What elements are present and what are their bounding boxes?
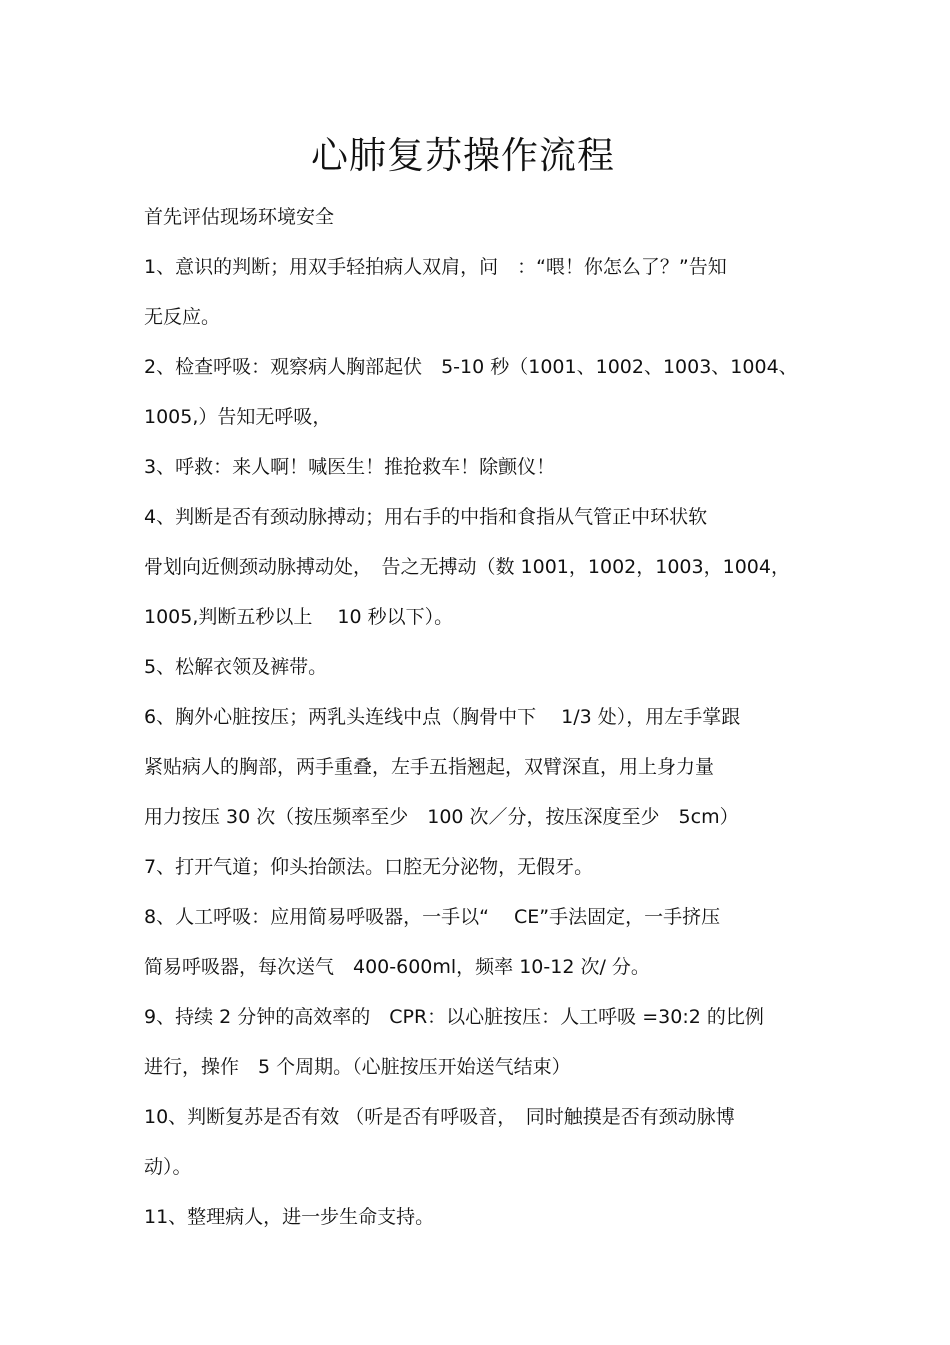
text-line: 1、意识的判断；用双手轻拍病人双肩，问 ：“喂！你怎么了？”告知 <box>144 256 727 278</box>
text-line: 7、打开气道；仰头抬颌法。口腔无分泌物，无假牙。 <box>144 856 594 878</box>
text-line: 4、判断是否有颈动脉搏动；用右手的中指和食指从气管正中环状软 <box>144 506 708 528</box>
document-body <box>144 192 844 1242</box>
text-line: 动）。 <box>144 1156 192 1178</box>
text-line: 简易呼吸器，每次送气 400-600ml，频率 10-12 次/ 分。 <box>144 956 650 978</box>
text-line: 无反应。 <box>144 306 221 328</box>
text-line: 6、胸外心脏按压；两乳头连线中点（胸骨中下 1/3 处），用左手掌跟 <box>144 706 741 728</box>
text-line: 首先评估现场环境安全 <box>144 206 335 228</box>
text-line: 1005,）告知无呼吸， <box>144 406 332 428</box>
text-line: 紧贴病人的胸部，两手重叠，左手五指翘起，双臂深直，用上身力量 <box>144 756 715 778</box>
text-line: 3、呼救：来人啊！喊医生！推抢救车！除颤仪！ <box>144 456 556 478</box>
text-line: 用力按压 30 次（按压频率至少 100 次／分，按压深度至少 5cm） <box>144 806 739 828</box>
text-line: 进行，操作 5 个周期。（心脏按压开始送气结束） <box>144 1056 571 1078</box>
text-line: 5、松解衣领及裤带。 <box>144 656 328 678</box>
text-line: 9、持续 2 分钟的高效率的 CPR：以心脏按压：人工呼吸 =30:2 的比例 <box>144 1006 764 1028</box>
text-line: 11、整理病人，进一步生命支持。 <box>144 1206 435 1228</box>
page-title: 心肺复苏操作流程 <box>311 134 615 177</box>
text-line: 2、检查呼吸：观察病人胸部起伏 5-10 秒（1001、1002、1003、1004、 <box>144 356 798 378</box>
text-line: 8、人工呼吸：应用简易呼吸器，一手以“ CE”手法固定，一手挤压 <box>144 906 721 928</box>
text-line: 10、判断复苏是否有效 （听是否有呼吸音， 同时触摸是否有颈动脉博 <box>144 1106 735 1128</box>
text-line: 1005,判断五秒以上 10 秒以下）。 <box>144 606 454 628</box>
text-line: 骨划向近侧颈动脉搏动处， 告之无搏动（数 1001，1002，1003，1004， <box>144 556 790 578</box>
